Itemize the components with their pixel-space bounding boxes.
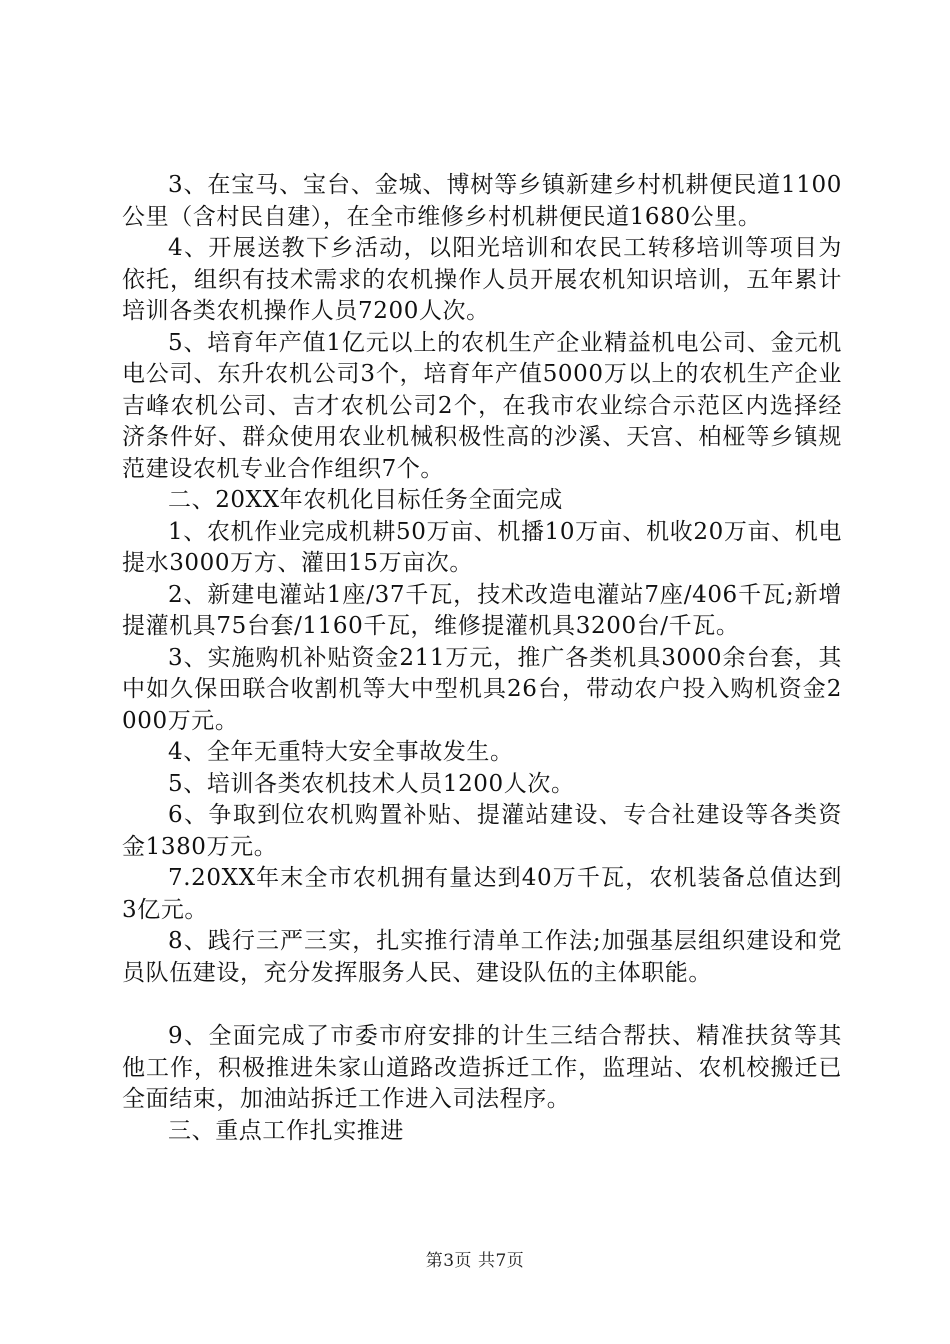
paragraph-item-4-training: 4、开展送教下乡活动，以阳光培训和农民工转移培训等项目为依托，组织有技术需求的农机操作人员开展农机知识培训，五年累计培训各类农机操作人员7200人次。: [122, 235, 842, 324]
paragraph-target-1: 1、农机作业完成机耕50万亩、机播10万亩、机收20万亩、机电提水3000万方、灌田15万亩次。: [122, 518, 842, 576]
paragraph-target-7: 7.20XX年末全市农机拥有量达到40万千瓦，农机装备总值达到3亿元。: [122, 865, 842, 923]
paragraph-item-3-roads: 3、在宝马、宝台、金城、博树等乡镇新建乡村机耕便民道1100公里（含村民自建），在全市维修乡村机耕便民道1680公里。: [122, 172, 842, 230]
page-number-footer: 第3页 共7页: [425, 1251, 525, 1271]
paragraph-target-6: 6、争取到位农机购置补贴、提灌站建设、专合社建设等各类资金1380万元。: [122, 802, 842, 860]
paragraph-target-2: 2、新建电灌站1座/37千瓦，技术改造电灌站7座/406千瓦;新增提灌机具75台套/1160千瓦，维修提灌机具3200台/千瓦。: [122, 581, 842, 639]
section-heading-3: 三、重点工作扎实推进: [168, 1117, 404, 1144]
paragraph-target-8: 8、践行三严三实，扎实推行清单工作法;加强基层组织建设和党员队伍建设，充分发挥服务人民、建设队伍的主体职能。: [122, 928, 842, 986]
paragraph-target-5: 5、培训各类农机技术人员1200人次。: [168, 770, 575, 797]
paragraph-target-9: 9、全面完成了市委市府安排的计生三结合帮扶、精准扶贫等其他工作，积极推进朱家山道路改造拆迁工作，监理站、农机校搬迁已全面结束，加油站拆迁工作进入司法程序。: [122, 1023, 842, 1112]
paragraph-item-5-enterprises: 5、培育年产值1亿元以上的农机生产企业精益机电公司、金元机电公司、东升农机公司3个，培育年产值5000万以上的农机生产企业吉峰农机公司、吉才农机公司2个，在我市农业综合示范区内选择经济条件好、群众使用农业机械积极性高的沙溪、天宫、柏桠等乡镇规范建设农机专业合作组织7个。: [122, 329, 842, 482]
document-body: [122, 170, 842, 1147]
paragraph-target-3: 3、实施购机补贴资金211万元，推广各类机具3000余台套，其中如久保田联合收割机等大中型机具26台，带动农户投入购机资金2000万元。: [122, 644, 842, 734]
section-heading-2: 二、20XX年农机化目标任务全面完成: [168, 487, 563, 513]
paragraph-target-4: 4、全年无重特大安全事故发生。: [168, 739, 514, 765]
